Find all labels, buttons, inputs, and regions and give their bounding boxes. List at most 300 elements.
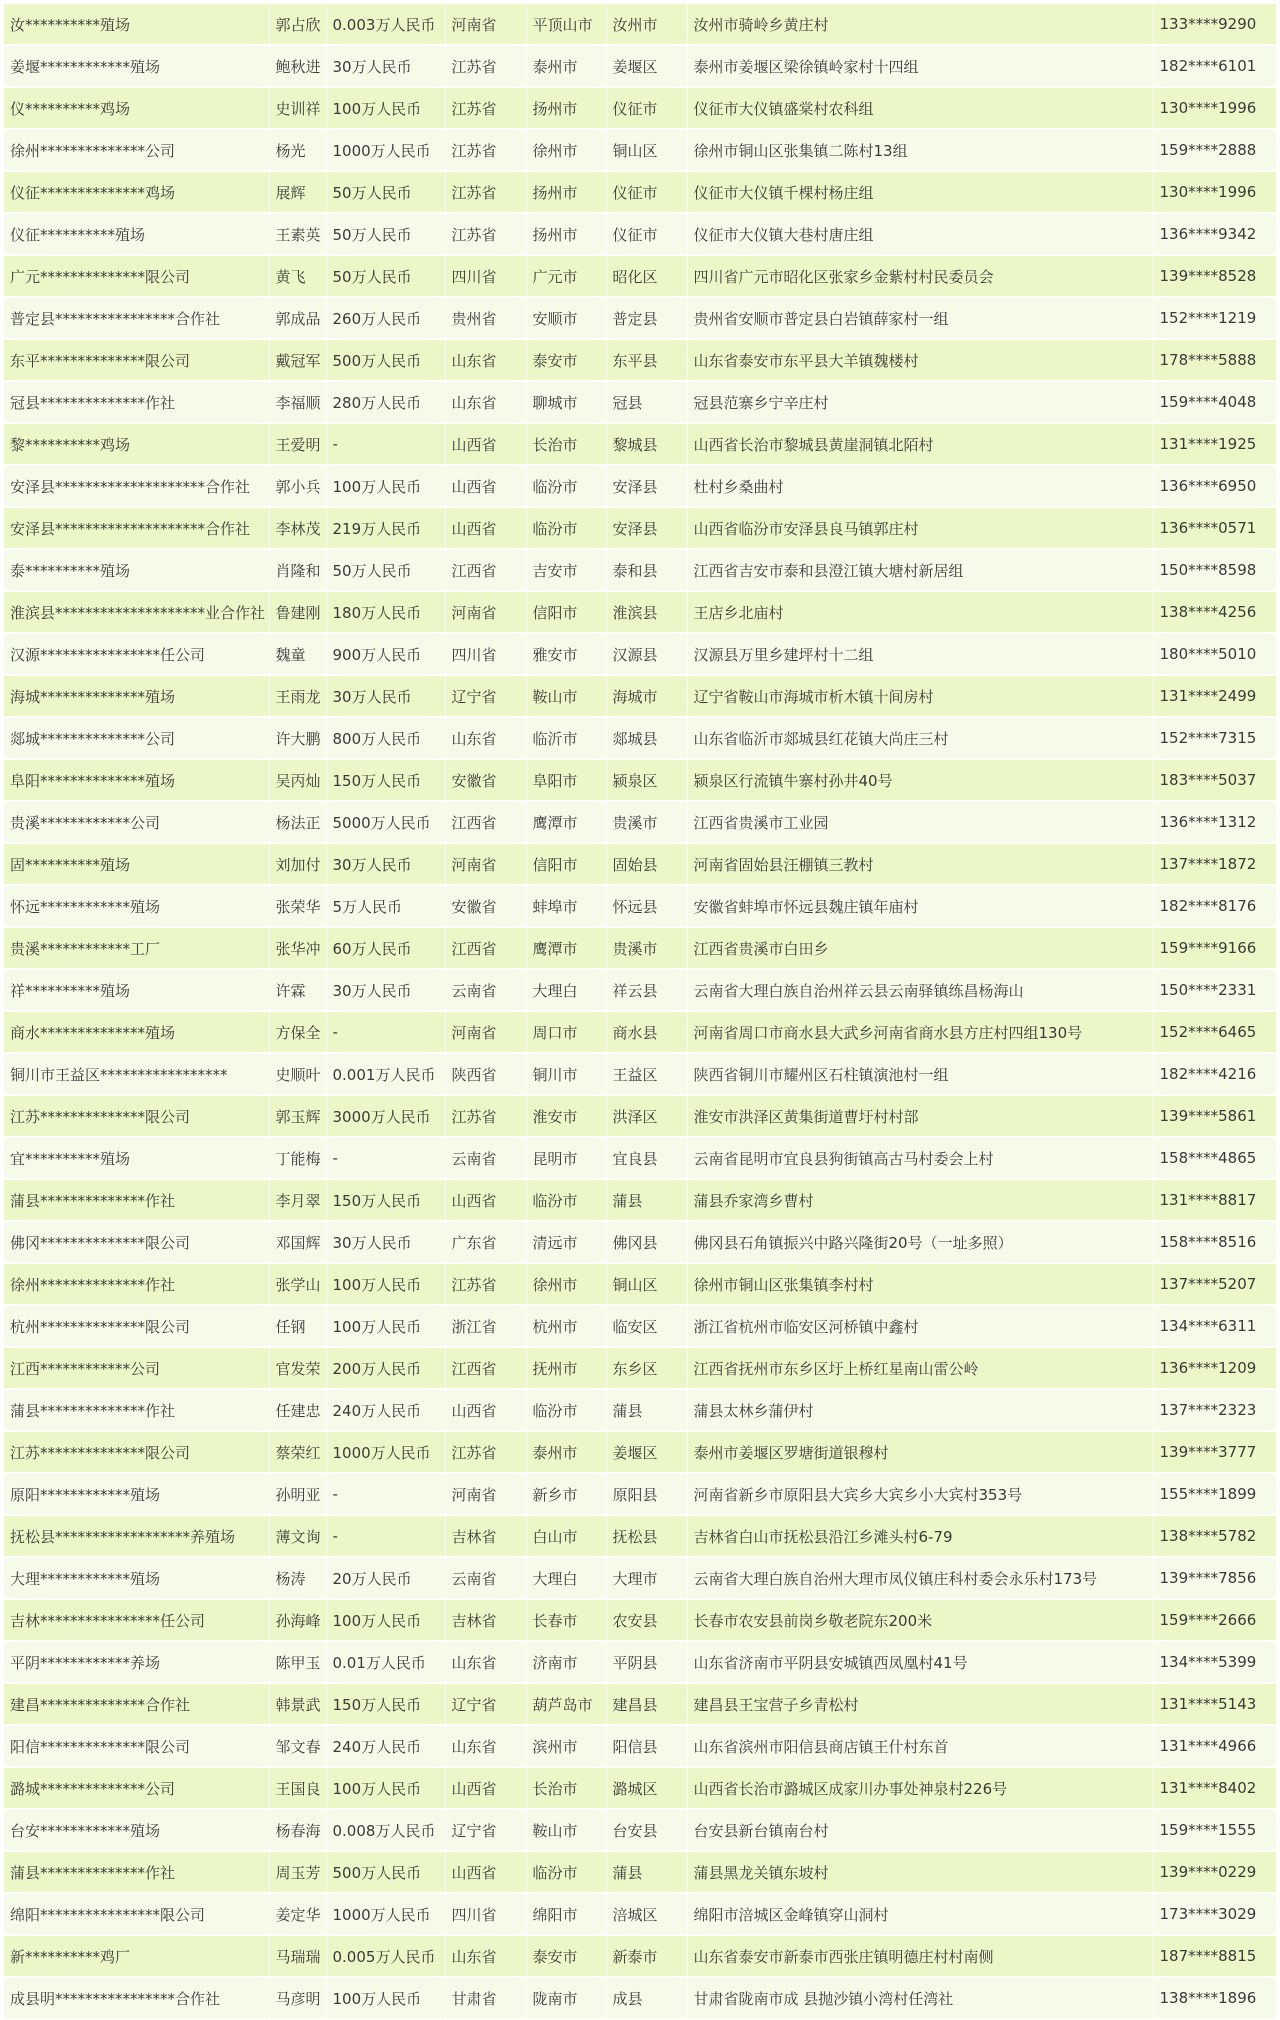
company-name-cell: 怀远************殖场 <box>4 885 269 927</box>
city-cell: 铜川市 <box>526 1053 606 1095</box>
province-cell: 河南省 <box>445 1473 526 1515</box>
legal-person-cell: 王国良 <box>269 1767 326 1809</box>
phone-cell: 139****5861 <box>1153 1095 1276 1137</box>
province-cell: 山东省 <box>445 1935 526 1977</box>
province-cell: 江苏省 <box>445 87 526 129</box>
registered-capital-cell: 240万人民币 <box>326 1725 445 1767</box>
company-name-cell: 海城**************殖场 <box>4 675 269 717</box>
city-cell: 抚州市 <box>526 1347 606 1389</box>
phone-cell: 182****6101 <box>1153 45 1276 87</box>
province-cell: 江西省 <box>445 1347 526 1389</box>
phone-cell: 159****2888 <box>1153 129 1276 171</box>
city-cell: 平顶山市 <box>526 4 606 45</box>
address-cell: 山东省泰安市新泰市西张庄镇明德庄村村南侧 <box>687 1935 1153 1977</box>
company-name-cell: 商水**************殖场 <box>4 1011 269 1053</box>
city-cell: 周口市 <box>526 1011 606 1053</box>
legal-person-cell: 杨法正 <box>269 801 326 843</box>
legal-person-cell: 刘加付 <box>269 843 326 885</box>
district-cell: 贵溪市 <box>606 801 687 843</box>
company-name-cell: 贵溪************公司 <box>4 801 269 843</box>
phone-cell: 139****8528 <box>1153 255 1276 297</box>
table-row <box>4 171 1276 213</box>
legal-person-cell: 孙海峰 <box>269 1599 326 1641</box>
registered-capital-cell: 240万人民币 <box>326 1389 445 1431</box>
district-cell: 姜堰区 <box>606 45 687 87</box>
table-row <box>4 1221 1276 1263</box>
table-row <box>4 885 1276 927</box>
table-row <box>4 1011 1276 1053</box>
address-cell: 河南省新乡市原阳县大宾乡大宾乡小大宾村353号 <box>687 1473 1153 1515</box>
district-cell: 姜堰区 <box>606 1431 687 1473</box>
legal-person-cell: 陈甲玉 <box>269 1641 326 1683</box>
district-cell: 铜山区 <box>606 129 687 171</box>
registered-capital-cell: - <box>326 1473 445 1515</box>
city-cell: 淮安市 <box>526 1095 606 1137</box>
registered-capital-cell: 0.003万人民币 <box>326 4 445 45</box>
table-row <box>4 45 1276 87</box>
district-cell: 抚松县 <box>606 1515 687 1557</box>
city-cell: 白山市 <box>526 1515 606 1557</box>
phone-cell: 155****1899 <box>1153 1473 1276 1515</box>
legal-person-cell: 李福顺 <box>269 381 326 423</box>
province-cell: 吉林省 <box>445 1515 526 1557</box>
address-cell: 佛冈县石角镇振兴中路兴隆街20号（一址多照） <box>687 1221 1153 1263</box>
company-name-cell: 宜**********殖场 <box>4 1137 269 1179</box>
company-name-cell: 冠县**************作社 <box>4 381 269 423</box>
city-cell: 信阳市 <box>526 843 606 885</box>
address-cell: 仪征市大仪镇大巷村唐庄组 <box>687 213 1153 255</box>
district-cell: 仪征市 <box>606 87 687 129</box>
province-cell: 浙江省 <box>445 1305 526 1347</box>
company-name-cell: 建昌**************合作社 <box>4 1683 269 1725</box>
phone-cell: 131****4966 <box>1153 1725 1276 1767</box>
district-cell: 涪城区 <box>606 1893 687 1935</box>
province-cell: 山西省 <box>445 1179 526 1221</box>
address-cell: 蒲县太林乡蒲伊村 <box>687 1389 1153 1431</box>
district-cell: 佛冈县 <box>606 1221 687 1263</box>
phone-cell: 138****5782 <box>1153 1515 1276 1557</box>
city-cell: 滨州市 <box>526 1725 606 1767</box>
registered-capital-cell: 0.01万人民币 <box>326 1641 445 1683</box>
table-row <box>4 465 1276 507</box>
registered-capital-cell: 100万人民币 <box>326 1767 445 1809</box>
district-cell: 汝州市 <box>606 4 687 45</box>
province-cell: 山东省 <box>445 1641 526 1683</box>
phone-cell: 183****5037 <box>1153 759 1276 801</box>
phone-cell: 130****1996 <box>1153 171 1276 213</box>
table-row <box>4 255 1276 297</box>
company-name-cell: 潞城**************公司 <box>4 1767 269 1809</box>
registered-capital-cell: 3000万人民币 <box>326 1095 445 1137</box>
address-cell: 陕西省铜川市耀州区石柱镇演池村一组 <box>687 1053 1153 1095</box>
company-name-cell: 泰**********殖场 <box>4 549 269 591</box>
company-name-cell: 江苏**************限公司 <box>4 1095 269 1137</box>
province-cell: 河南省 <box>445 4 526 45</box>
company-name-cell: 汝**********殖场 <box>4 4 269 45</box>
table-row <box>4 1095 1276 1137</box>
address-cell: 浙江省杭州市临安区河桥镇中鑫村 <box>687 1305 1153 1347</box>
address-cell: 贵州省安顺市普定县白岩镇薛家村一组 <box>687 297 1153 339</box>
company-name-cell: 固**********殖场 <box>4 843 269 885</box>
district-cell: 成县 <box>606 1977 687 2019</box>
address-cell: 山东省泰安市东平县大羊镇魏楼村 <box>687 339 1153 381</box>
registered-capital-cell: 280万人民币 <box>326 381 445 423</box>
city-cell: 泰州市 <box>526 45 606 87</box>
table-row <box>4 1683 1276 1725</box>
phone-cell: 159****1555 <box>1153 1809 1276 1851</box>
address-cell: 安徽省蚌埠市怀远县魏庄镇年庙村 <box>687 885 1153 927</box>
legal-person-cell: 周玉芳 <box>269 1851 326 1893</box>
district-cell: 安泽县 <box>606 507 687 549</box>
company-name-cell: 原阳************殖场 <box>4 1473 269 1515</box>
company-name-cell: 仪征**************鸡场 <box>4 171 269 213</box>
province-cell: 山西省 <box>445 1767 526 1809</box>
district-cell: 郯城县 <box>606 717 687 759</box>
address-cell: 蒲县黑龙关镇东坡村 <box>687 1851 1153 1893</box>
province-cell: 河南省 <box>445 843 526 885</box>
address-cell: 山东省临沂市郯城县红花镇大尚庄三村 <box>687 717 1153 759</box>
registered-capital-cell: 500万人民币 <box>326 339 445 381</box>
legal-person-cell: 蔡荣红 <box>269 1431 326 1473</box>
city-cell: 济南市 <box>526 1641 606 1683</box>
district-cell: 王益区 <box>606 1053 687 1095</box>
table-row <box>4 1431 1276 1473</box>
city-cell: 吉安市 <box>526 549 606 591</box>
district-cell: 东乡区 <box>606 1347 687 1389</box>
city-cell: 广元市 <box>526 255 606 297</box>
table-row <box>4 801 1276 843</box>
address-cell: 云南省大理白族自治州祥云县云南驿镇练昌杨海山 <box>687 969 1153 1011</box>
registered-capital-cell: 50万人民币 <box>326 213 445 255</box>
address-cell: 台安县新台镇南台村 <box>687 1809 1153 1851</box>
legal-person-cell: 邓国辉 <box>269 1221 326 1263</box>
registered-capital-cell: 30万人民币 <box>326 1221 445 1263</box>
address-cell: 泰州市姜堰区罗塘街道银穆村 <box>687 1431 1153 1473</box>
registered-capital-cell: 50万人民币 <box>326 549 445 591</box>
phone-cell: 152****7315 <box>1153 717 1276 759</box>
city-cell: 信阳市 <box>526 591 606 633</box>
table-row <box>4 675 1276 717</box>
phone-cell: 158****8516 <box>1153 1221 1276 1263</box>
table-row <box>4 507 1276 549</box>
registered-capital-cell: 50万人民币 <box>326 255 445 297</box>
city-cell: 徐州市 <box>526 1263 606 1305</box>
phone-cell: 138****1896 <box>1153 1977 1276 2019</box>
legal-person-cell: 王雨龙 <box>269 675 326 717</box>
province-cell: 江苏省 <box>445 213 526 255</box>
table-row <box>4 87 1276 129</box>
province-cell: 云南省 <box>445 1137 526 1179</box>
province-cell: 辽宁省 <box>445 1683 526 1725</box>
district-cell: 汉源县 <box>606 633 687 675</box>
legal-person-cell: 马瑞瑞 <box>269 1935 326 1977</box>
legal-person-cell: 魏童 <box>269 633 326 675</box>
address-cell: 辽宁省鞍山市海城市析木镇十间房村 <box>687 675 1153 717</box>
district-cell: 普定县 <box>606 297 687 339</box>
legal-person-cell: 吴丙灿 <box>269 759 326 801</box>
address-cell: 四川省广元市昭化区张家乡金紫村村民委员会 <box>687 255 1153 297</box>
table-row <box>4 1305 1276 1347</box>
phone-cell: 134****6311 <box>1153 1305 1276 1347</box>
table-row <box>4 1053 1276 1095</box>
province-cell: 江苏省 <box>445 45 526 87</box>
legal-person-cell: 杨涛 <box>269 1557 326 1599</box>
province-cell: 安徽省 <box>445 885 526 927</box>
company-name-cell: 阜阳**************殖场 <box>4 759 269 801</box>
company-name-cell: 淮滨县********************业合作社 <box>4 591 269 633</box>
phone-cell: 139****0229 <box>1153 1851 1276 1893</box>
legal-person-cell: 许霖 <box>269 969 326 1011</box>
city-cell: 大理白 <box>526 969 606 1011</box>
address-cell: 徐州市铜山区张集镇二陈村13组 <box>687 129 1153 171</box>
district-cell: 建昌县 <box>606 1683 687 1725</box>
phone-cell: 182****8176 <box>1153 885 1276 927</box>
legal-person-cell: 鲍秋进 <box>269 45 326 87</box>
company-name-cell: 广元**************限公司 <box>4 255 269 297</box>
district-cell: 海城市 <box>606 675 687 717</box>
phone-cell: 131****8817 <box>1153 1179 1276 1221</box>
table-row <box>4 969 1276 1011</box>
district-cell: 固始县 <box>606 843 687 885</box>
table-row <box>4 1767 1276 1809</box>
legal-person-cell: 任建忠 <box>269 1389 326 1431</box>
registered-capital-cell: 100万人民币 <box>326 87 445 129</box>
district-cell: 新泰市 <box>606 1935 687 1977</box>
company-name-cell: 仪**********鸡场 <box>4 87 269 129</box>
legal-person-cell: 姜定华 <box>269 1893 326 1935</box>
registered-capital-cell: 0.008万人民币 <box>326 1809 445 1851</box>
table-row <box>4 1851 1276 1893</box>
legal-person-cell: 郭占欣 <box>269 4 326 45</box>
company-name-cell: 汉源****************任公司 <box>4 633 269 675</box>
district-cell: 仪征市 <box>606 171 687 213</box>
address-cell: 江西省吉安市泰和县澄江镇大塘村新居组 <box>687 549 1153 591</box>
district-cell: 商水县 <box>606 1011 687 1053</box>
province-cell: 四川省 <box>445 633 526 675</box>
table-row <box>4 633 1276 675</box>
province-cell: 江西省 <box>445 927 526 969</box>
legal-person-cell: 史训祥 <box>269 87 326 129</box>
table-row <box>4 1389 1276 1431</box>
address-cell: 徐州市铜山区张集镇李村村 <box>687 1263 1153 1305</box>
table-row <box>4 717 1276 759</box>
district-cell: 泰和县 <box>606 549 687 591</box>
province-cell: 甘肃省 <box>445 1977 526 2019</box>
district-cell: 阳信县 <box>606 1725 687 1767</box>
registered-capital-cell: - <box>326 1137 445 1179</box>
company-name-cell: 江西************公司 <box>4 1347 269 1389</box>
company-name-cell: 郯城**************公司 <box>4 717 269 759</box>
registered-capital-cell: 30万人民币 <box>326 969 445 1011</box>
registered-capital-cell: 100万人民币 <box>326 1599 445 1641</box>
address-cell: 泰州市姜堰区梁徐镇岭家村十四组 <box>687 45 1153 87</box>
province-cell: 山西省 <box>445 465 526 507</box>
legal-person-cell: 郭小兵 <box>269 465 326 507</box>
table-row <box>4 1179 1276 1221</box>
table-row <box>4 1641 1276 1683</box>
district-cell: 东平县 <box>606 339 687 381</box>
legal-person-cell: 李月翠 <box>269 1179 326 1221</box>
province-cell: 四川省 <box>445 1893 526 1935</box>
province-cell: 江西省 <box>445 549 526 591</box>
registered-capital-cell: 150万人民币 <box>326 1683 445 1725</box>
phone-cell: 152****6465 <box>1153 1011 1276 1053</box>
city-cell: 鞍山市 <box>526 1809 606 1851</box>
registered-capital-cell: 100万人民币 <box>326 1305 445 1347</box>
address-cell: 汉源县万里乡建坪村十二组 <box>687 633 1153 675</box>
address-cell: 河南省周口市商水县大武乡河南省商水县方庄村四组130号 <box>687 1011 1153 1053</box>
province-cell: 江苏省 <box>445 1095 526 1137</box>
table-row <box>4 1893 1276 1935</box>
address-cell: 仪征市大仪镇盛棠村农科组 <box>687 87 1153 129</box>
legal-person-cell: 官发荣 <box>269 1347 326 1389</box>
company-name-cell: 平阴************养场 <box>4 1641 269 1683</box>
legal-person-cell: 张学山 <box>269 1263 326 1305</box>
address-cell: 山西省临汾市安泽县良马镇郭庄村 <box>687 507 1153 549</box>
city-cell: 阜阳市 <box>526 759 606 801</box>
district-cell: 洪泽区 <box>606 1095 687 1137</box>
province-cell: 安徽省 <box>445 759 526 801</box>
city-cell: 葫芦岛市 <box>526 1683 606 1725</box>
legal-person-cell: 郭成品 <box>269 297 326 339</box>
province-cell: 广东省 <box>445 1221 526 1263</box>
district-cell: 铜山区 <box>606 1263 687 1305</box>
table-row <box>4 297 1276 339</box>
legal-person-cell: 张荣华 <box>269 885 326 927</box>
city-cell: 临汾市 <box>526 507 606 549</box>
province-cell: 陕西省 <box>445 1053 526 1095</box>
province-cell: 山东省 <box>445 717 526 759</box>
phone-cell: 173****3029 <box>1153 1893 1276 1935</box>
province-cell: 山东省 <box>445 1725 526 1767</box>
table-row <box>4 1515 1276 1557</box>
district-cell: 蒲县 <box>606 1851 687 1893</box>
company-name-cell: 祥**********殖场 <box>4 969 269 1011</box>
city-cell: 临汾市 <box>526 465 606 507</box>
address-cell: 云南省昆明市宜良县狗街镇高古马村委会上村 <box>687 1137 1153 1179</box>
legal-person-cell: 孙明亚 <box>269 1473 326 1515</box>
city-cell: 临沂市 <box>526 717 606 759</box>
company-name-cell: 抚松县******************养殖场 <box>4 1515 269 1557</box>
legal-person-cell: 方保全 <box>269 1011 326 1053</box>
province-cell: 江苏省 <box>445 129 526 171</box>
table-row <box>4 843 1276 885</box>
city-cell: 泰州市 <box>526 1431 606 1473</box>
table-row <box>4 423 1276 465</box>
legal-person-cell: 李林茂 <box>269 507 326 549</box>
registered-capital-cell: 1000万人民币 <box>326 129 445 171</box>
table-row <box>4 381 1276 423</box>
province-cell: 山西省 <box>445 1851 526 1893</box>
registered-capital-cell: 5000万人民币 <box>326 801 445 843</box>
phone-cell: 131****5143 <box>1153 1683 1276 1725</box>
company-name-cell: 成县明****************合作社 <box>4 1977 269 2019</box>
company-name-cell: 贵溪************工厂 <box>4 927 269 969</box>
phone-cell: 159****9166 <box>1153 927 1276 969</box>
city-cell: 聊城市 <box>526 381 606 423</box>
legal-person-cell: 许大鹏 <box>269 717 326 759</box>
city-cell: 临汾市 <box>526 1851 606 1893</box>
table-row <box>4 1347 1276 1389</box>
company-name-cell: 蒲县**************作社 <box>4 1389 269 1431</box>
registered-capital-cell: 60万人民币 <box>326 927 445 969</box>
district-cell: 安泽县 <box>606 465 687 507</box>
company-name-cell: 黎**********鸡场 <box>4 423 269 465</box>
province-cell: 山东省 <box>445 381 526 423</box>
registered-capital-cell: 260万人民币 <box>326 297 445 339</box>
registered-capital-cell: 30万人民币 <box>326 843 445 885</box>
phone-cell: 159****4048 <box>1153 381 1276 423</box>
legal-person-cell: 戴冠军 <box>269 339 326 381</box>
registered-capital-cell: - <box>326 1011 445 1053</box>
legal-person-cell: 郭玉辉 <box>269 1095 326 1137</box>
table-row <box>4 129 1276 171</box>
table-row <box>4 927 1276 969</box>
registered-capital-cell: 200万人民币 <box>326 1347 445 1389</box>
company-name-cell: 蒲县**************作社 <box>4 1179 269 1221</box>
legal-person-cell: 肖隆和 <box>269 549 326 591</box>
company-name-cell: 仪征**********殖场 <box>4 213 269 255</box>
district-cell: 黎城县 <box>606 423 687 465</box>
phone-cell: 136****0571 <box>1153 507 1276 549</box>
registered-capital-cell: 0.001万人民币 <box>326 1053 445 1095</box>
phone-cell: 137****1872 <box>1153 843 1276 885</box>
address-cell: 吉林省白山市抚松县沿江乡滩头村6-79 <box>687 1515 1153 1557</box>
city-cell: 雅安市 <box>526 633 606 675</box>
table-row <box>4 759 1276 801</box>
district-cell: 潞城区 <box>606 1767 687 1809</box>
company-name-cell: 安泽县********************合作社 <box>4 465 269 507</box>
city-cell: 长治市 <box>526 423 606 465</box>
legal-person-cell: 马彦明 <box>269 1977 326 2019</box>
table-row <box>4 591 1276 633</box>
registered-capital-cell: 100万人民币 <box>326 1977 445 2019</box>
city-cell: 鞍山市 <box>526 675 606 717</box>
phone-cell: 139****7856 <box>1153 1557 1276 1599</box>
table-row <box>4 1599 1276 1641</box>
province-cell: 贵州省 <box>445 297 526 339</box>
province-cell: 山西省 <box>445 423 526 465</box>
phone-cell: 180****5010 <box>1153 633 1276 675</box>
city-cell: 杭州市 <box>526 1305 606 1347</box>
legal-person-cell: 张华冲 <box>269 927 326 969</box>
address-cell: 颍泉区行流镇牛寨村孙井40号 <box>687 759 1153 801</box>
company-name-cell: 姜堰************殖场 <box>4 45 269 87</box>
city-cell: 绵阳市 <box>526 1893 606 1935</box>
registered-capital-cell: 180万人民币 <box>326 591 445 633</box>
legal-person-cell: 展辉 <box>269 171 326 213</box>
phone-cell: 137****5207 <box>1153 1263 1276 1305</box>
phone-cell: 158****4865 <box>1153 1137 1276 1179</box>
phone-cell: 150****8598 <box>1153 549 1276 591</box>
phone-cell: 182****4216 <box>1153 1053 1276 1095</box>
registered-capital-cell: 100万人民币 <box>326 465 445 507</box>
legal-person-cell: 邹文春 <box>269 1725 326 1767</box>
city-cell: 新乡市 <box>526 1473 606 1515</box>
address-cell: 江西省抚州市东乡区圩上桥红星南山雷公岭 <box>687 1347 1153 1389</box>
city-cell: 清远市 <box>526 1221 606 1263</box>
district-cell: 淮滨县 <box>606 591 687 633</box>
table-row <box>4 4 1276 45</box>
company-name-cell: 普定县****************合作社 <box>4 297 269 339</box>
province-cell: 江西省 <box>445 801 526 843</box>
address-cell: 淮安市洪泽区黄集街道曹圩村村部 <box>687 1095 1153 1137</box>
company-name-cell: 大理************殖场 <box>4 1557 269 1599</box>
address-cell: 山西省长治市黎城县黄崖洞镇北陌村 <box>687 423 1153 465</box>
address-cell: 江西省贵溪市工业园 <box>687 801 1153 843</box>
address-cell: 王店乡北庙村 <box>687 591 1153 633</box>
table-row <box>4 1263 1276 1305</box>
